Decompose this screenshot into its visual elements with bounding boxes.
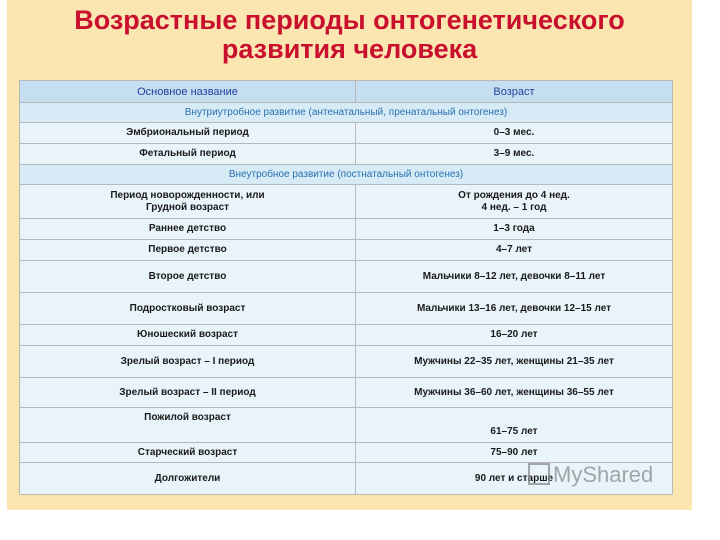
title-line-2: развития человека: [221, 34, 478, 64]
table-row: [20, 185, 673, 219]
table-row: [20, 408, 673, 443]
row-age: 61–75 лет: [356, 408, 673, 443]
row-age: [356, 185, 673, 219]
table-row: [20, 346, 673, 378]
table-row: [20, 261, 673, 293]
row-age: Мальчики 8–12 лет, девочки 8–11 лет: [356, 261, 673, 293]
row-name: Фетальный период: [20, 144, 356, 165]
row-age: 75–90 лет: [356, 443, 673, 463]
row-name: Подростковый возраст: [20, 293, 356, 325]
section-prenatal: Внутриутробное развитие (антенатальный, пренатальный онтогенез): [20, 103, 673, 123]
row-age: 0–3 мес.: [356, 123, 673, 144]
row-name: Зрелый возраст – I период: [20, 346, 356, 378]
watermark-logo-icon: [528, 463, 550, 485]
header-age: Возраст: [356, 81, 673, 103]
row-age: Мужчины 22–35 лет, женщины 21–35 лет: [356, 346, 673, 378]
row-name-line-1: Период новорожденности, или: [110, 189, 265, 201]
table-row: [20, 240, 673, 261]
section-postnatal: Внеутробное развитие (постнатальный онтогенез): [20, 165, 673, 185]
title-line-1: Возрастные периоды онтогенетического: [74, 5, 625, 35]
row-name-line-2: Грудной возраст: [145, 201, 230, 213]
row-age-line-2: 4 нед. – 1 год: [481, 201, 547, 213]
watermark: [528, 462, 653, 488]
row-age: 16–20 лет: [356, 325, 673, 346]
row-name: [20, 185, 356, 219]
table-row: [20, 325, 673, 346]
row-age: 4–7 лет: [356, 240, 673, 261]
ontogenesis-table: [19, 80, 673, 495]
row-age-line-1: От рождения до 4 нед.: [458, 189, 570, 201]
row-age: Мальчики 13–16 лет, девочки 12–15 лет: [356, 293, 673, 325]
row-age: 90 лет и старше: [356, 463, 673, 495]
row-age: 3–9 мес.: [356, 144, 673, 165]
row-name: Долгожители: [20, 463, 356, 495]
table-row: [20, 219, 673, 240]
section-row-prenatal: [20, 103, 673, 123]
row-age: 1–3 года: [356, 219, 673, 240]
header-name: Основное название: [20, 81, 356, 103]
row-name: Старческий возраст: [20, 443, 356, 463]
row-name: Пожилой возраст: [20, 408, 356, 443]
slide-title: [7, 6, 692, 64]
row-age: Мужчины 36–60 лет, женщины 36–55 лет: [356, 378, 673, 408]
table-header-row: [20, 81, 673, 103]
table-row: [20, 378, 673, 408]
table-row: [20, 144, 673, 165]
row-name: Зрелый возраст – II период: [20, 378, 356, 408]
table-row: [20, 293, 673, 325]
row-name: Эмбриональный период: [20, 123, 356, 144]
row-name: Первое детство: [20, 240, 356, 261]
table-row: [20, 123, 673, 144]
row-name: Раннее детство: [20, 219, 356, 240]
section-row-postnatal: [20, 165, 673, 185]
row-name: Юношеский возраст: [20, 325, 356, 346]
table-row: [20, 443, 673, 463]
watermark-text: MyShared: [553, 462, 654, 487]
row-name: Второе детство: [20, 261, 356, 293]
